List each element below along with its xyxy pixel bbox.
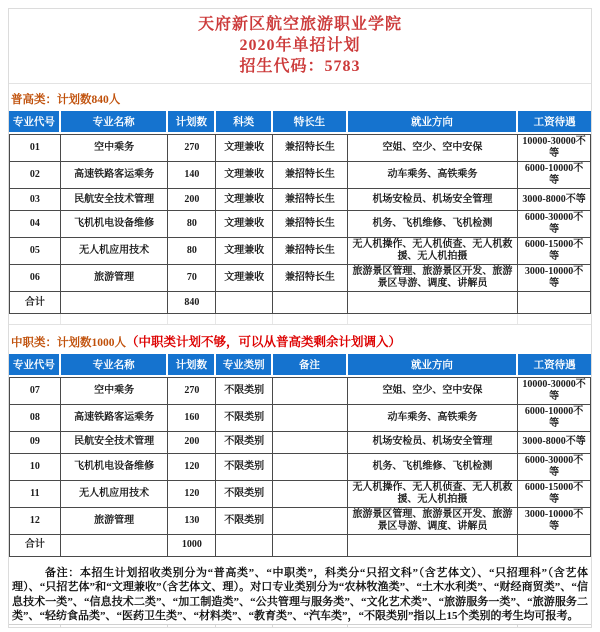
cell: 6000-15000不等 (518, 238, 591, 265)
cell (273, 292, 347, 314)
cell: 兼招特长生 (273, 265, 347, 292)
cell: 02 (9, 162, 61, 189)
cell: 6000-15000不等 (518, 481, 591, 508)
cell: 文理兼收 (216, 189, 273, 211)
cell (518, 292, 591, 314)
cell: 160 (168, 405, 216, 432)
cell: 高速铁路客运乘务 (61, 162, 169, 189)
cell: 06 (9, 265, 61, 292)
cell (216, 292, 273, 314)
column-header: 专业类别 (216, 354, 273, 377)
cell: 兼招特长生 (273, 211, 347, 238)
section1-label-text: 普高类：计划数840人 (11, 94, 121, 106)
cell: 无人机操作、无人机侦查、无人机救援、无人机拍摄 (348, 238, 519, 265)
cell: 6000-30000不等 (518, 211, 591, 238)
cell: 10000-30000不等 (518, 134, 591, 162)
cell (273, 454, 347, 481)
cell: 文理兼收 (216, 211, 273, 238)
cell: 空中乘务 (61, 377, 169, 405)
column-header: 工资待遇 (518, 354, 591, 377)
cell: 6000-10000不等 (518, 405, 591, 432)
cell: 04 (9, 211, 61, 238)
school-name: 天府新区航空旅游职业学院 (197, 16, 402, 33)
plan-title: 2020年单招计划 (239, 37, 361, 54)
table-row (9, 211, 591, 238)
total-value-cell: 840 (168, 292, 216, 314)
empty-grid-row (9, 314, 591, 325)
cell: 不限类别 (216, 432, 273, 454)
section2-label (9, 325, 591, 354)
cell: 不限类别 (216, 454, 273, 481)
cell: 兼招特长生 (273, 162, 347, 189)
cell: 不限类别 (216, 405, 273, 432)
table-row (9, 432, 591, 454)
general-category-table (9, 111, 591, 314)
sheet-frame (8, 8, 592, 628)
cell: 10 (9, 454, 61, 481)
cell (273, 377, 347, 405)
cell: 200 (168, 432, 216, 454)
column-header: 专业名称 (61, 111, 169, 134)
cell (273, 508, 347, 535)
cell (273, 405, 347, 432)
table-row (9, 134, 591, 162)
cell: 270 (168, 134, 216, 162)
cell: 3000-10000不等 (518, 508, 591, 535)
cell (61, 292, 169, 314)
cell: 270 (168, 377, 216, 405)
column-header: 专业代号 (9, 354, 61, 377)
cell: 机场安检员、机场安全管理 (348, 432, 519, 454)
cell: 3000-8000不等 (518, 189, 591, 211)
cell: 兼招特长生 (273, 238, 347, 265)
cell: 机场安检员、机场安全管理 (348, 189, 519, 211)
table-row (9, 377, 591, 405)
column-header: 专业代号 (9, 111, 61, 134)
cell: 不限类别 (216, 377, 273, 405)
cell: 01 (9, 134, 61, 162)
table-header (9, 111, 591, 134)
cell: 09 (9, 432, 61, 454)
cell: 动车乘务、高铁乘务 (348, 162, 519, 189)
cell: 旅游管理 (61, 508, 169, 535)
cell: 飞机机电设备维修 (61, 454, 169, 481)
cell: 10000-30000不等 (518, 377, 591, 405)
cell: 文理兼收 (216, 162, 273, 189)
cell: 03 (9, 189, 61, 211)
cell: 文理兼收 (216, 238, 273, 265)
total-value-cell: 1000 (168, 535, 216, 557)
cell (348, 535, 519, 557)
header-row (9, 111, 591, 134)
cell: 6000-10000不等 (518, 162, 591, 189)
column-header: 就业方向 (348, 354, 519, 377)
table-row (9, 189, 591, 211)
column-header: 备注 (273, 354, 347, 377)
cell: 无人机应用技术 (61, 481, 169, 508)
cell: 高速铁路客运乘务 (61, 405, 169, 432)
cell (216, 535, 273, 557)
section1-label (9, 84, 591, 111)
cell (273, 535, 347, 557)
cell: 200 (168, 189, 216, 211)
table-body (9, 377, 591, 557)
cell: 130 (168, 508, 216, 535)
cell: 05 (9, 238, 61, 265)
header-row (9, 354, 591, 377)
cell: 民航安全技术管理 (61, 189, 169, 211)
table-header (9, 354, 591, 377)
cell: 机务、飞机维修、飞机检测 (348, 211, 519, 238)
cell: 80 (168, 211, 216, 238)
cell: 飞机机电设备维修 (61, 211, 169, 238)
column-header: 科类 (216, 111, 273, 134)
table-row (9, 162, 591, 189)
column-header: 计划数 (168, 111, 216, 134)
cell: 140 (168, 162, 216, 189)
total-row (9, 535, 591, 557)
cell: 07 (9, 377, 61, 405)
cell: 兼招特长生 (273, 189, 347, 211)
cell: 08 (9, 405, 61, 432)
column-header: 就业方向 (348, 111, 519, 134)
table-row (9, 238, 591, 265)
section2-label-text: 中职类：计划数1000人 (11, 336, 126, 349)
table-row (9, 265, 591, 292)
cell: 120 (168, 481, 216, 508)
cell: 空中乘务 (61, 134, 169, 162)
cell: 机务、飞机维修、飞机检测 (348, 454, 519, 481)
column-header: 特长生 (273, 111, 347, 134)
cell: 空姐、空少、空中安保 (348, 377, 519, 405)
cell: 文理兼收 (216, 265, 273, 292)
enrollment-code: 招生代码：5783 (239, 58, 361, 75)
cell: 旅游景区管理、旅游景区开发、旅游景区导游、调度、讲解员 (348, 508, 519, 535)
cell: 无人机操作、无人机侦查、无人机救援、无人机拍摄 (348, 481, 519, 508)
cell: 不限类别 (216, 508, 273, 535)
empty-grid-row (9, 624, 591, 627)
notes-paragraph: 备注：本招生计划招收类别分为“普高类”、“中职类”，科类分“只招文科”（含艺体文）、“只招理科”（含艺体理）、“只招艺体”和“文理兼收”（含艺体文、理）。对口专业类别分为“农林牧渔类”、“土木水利类”、“财经商贸类”、“信息技术一类”、“信息技术二类”、“加工制造类”、“公共管理与服务类”、“文化艺术类”、“旅游服务一类”、“旅游服务二类”、“轻纺食品类”、“医药卫生类”、“材料类”、“教育类”、“汽车类”，“不限类别”指以上15个类别的考生均可报考。 (12, 566, 588, 623)
cell: 空姐、空少、空中安保 (348, 134, 519, 162)
cell: 旅游管理 (61, 265, 169, 292)
cell: 70 (168, 265, 216, 292)
table-row (9, 454, 591, 481)
cell: 12 (9, 508, 61, 535)
cell: 120 (168, 454, 216, 481)
cell: 无人机应用技术 (61, 238, 169, 265)
cell: 不限类别 (216, 481, 273, 508)
cell: 旅游景区管理、旅游景区开发、旅游景区导游、调度、讲解员 (348, 265, 519, 292)
cell: 民航安全技术管理 (61, 432, 169, 454)
total-label-cell: 合计 (9, 292, 61, 314)
cell (348, 292, 519, 314)
cell: 文理兼收 (216, 134, 273, 162)
table-body (9, 134, 591, 314)
total-row (9, 292, 591, 314)
column-header: 工资待遇 (518, 111, 591, 134)
cell: 动车乘务、高铁乘务 (348, 405, 519, 432)
cell (61, 535, 169, 557)
cell: 兼招特长生 (273, 134, 347, 162)
total-label-cell: 合计 (9, 535, 61, 557)
vocational-category-table (9, 354, 591, 557)
cell: 80 (168, 238, 216, 265)
cell (518, 535, 591, 557)
cell (273, 432, 347, 454)
cell: 6000-30000不等 (518, 454, 591, 481)
cell: 11 (9, 481, 61, 508)
cell: 3000-10000不等 (518, 265, 591, 292)
table-row (9, 508, 591, 535)
cell: 3000-8000不等 (518, 432, 591, 454)
column-header: 专业名称 (61, 354, 169, 377)
cell (273, 481, 347, 508)
section2-label-note: （中职类计划不够，可以从普高类剩余计划调入） (126, 334, 402, 349)
table-row (9, 481, 591, 508)
title-block (9, 9, 591, 84)
column-header: 计划数 (168, 354, 216, 377)
table-row (9, 405, 591, 432)
